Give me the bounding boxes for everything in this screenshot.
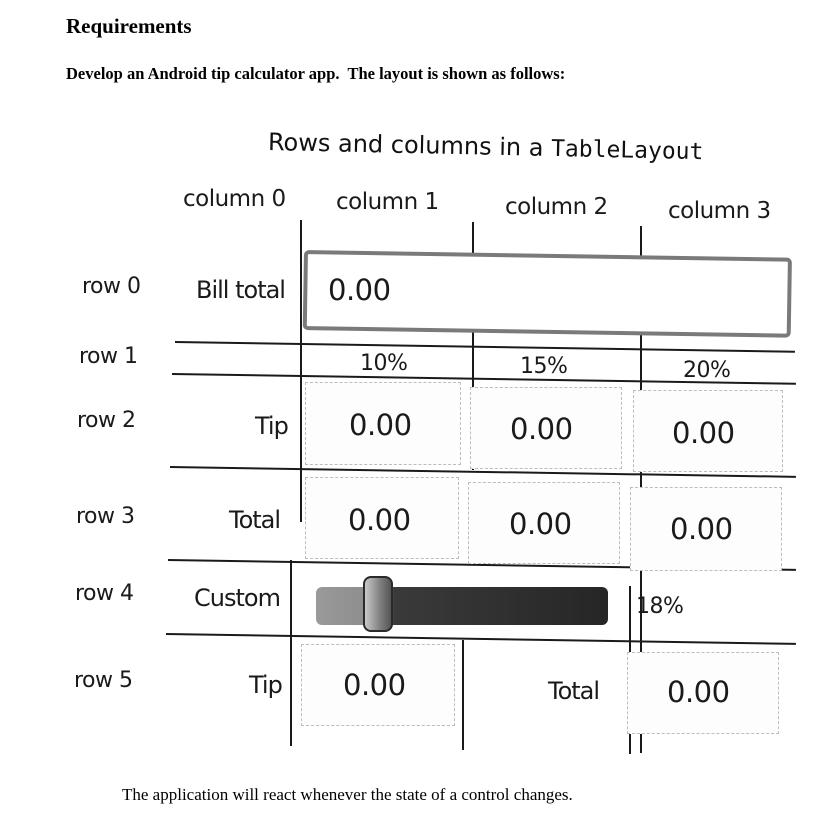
total-20-value: 0.00 [670,512,733,546]
tip-20-value: 0.00 [672,416,735,450]
grid-line-vertical [300,220,302,522]
column-header-3: column 3 [668,198,771,224]
percent-20-label: 20% [683,358,731,383]
total-10-value: 0.00 [348,503,411,537]
row-header-1: row 1 [79,344,138,369]
custom-total-label: Total [548,677,600,705]
tip-label: Tip [255,412,288,440]
figure-title [268,128,704,165]
row-header-5: row 5 [74,668,133,693]
seekbar-thumb[interactable] [363,576,393,632]
total-label: Total [229,506,281,534]
doc-subheading: Develop an Android tip calculator app. The layout is shown as follows: [66,64,566,83]
row-header-3: row 3 [76,504,135,529]
doc-footer: The application will react whenever the state of a control changes. [122,785,573,804]
custom-total-value: 0.00 [667,675,730,709]
doc-heading: Requirements [66,14,192,38]
percent-15-label: 15% [520,354,568,379]
column-header-2: column 2 [505,194,608,220]
custom-percent-seekbar[interactable] [316,587,608,625]
percent-10-label: 10% [360,351,408,376]
row-header-4: row 4 [75,581,134,606]
grid-line-vertical [462,640,464,750]
grid-line-horizontal [166,633,796,645]
column-header-0: column 0 [183,186,286,212]
tip-15-value: 0.00 [510,412,573,446]
custom-tip-value: 0.00 [343,668,406,702]
figure-title-code: TableLayout [550,135,704,166]
custom-label: Custom [194,584,280,612]
column-header-1: column 1 [336,189,439,215]
bill-total-value: 0.00 [328,273,391,307]
row-header-0: row 0 [82,274,141,299]
custom-tip-label: Tip [249,671,282,699]
total-15-value: 0.00 [509,507,572,541]
bill-total-label: Bill total [196,276,285,304]
grid-line-vertical [290,560,292,746]
tip-10-value: 0.00 [349,408,412,442]
row-header-2: row 2 [77,408,136,433]
grid-line-horizontal [175,341,795,353]
custom-percent-label: 18% [636,594,684,619]
figure-title-text: Rows and columns in a [267,128,544,162]
